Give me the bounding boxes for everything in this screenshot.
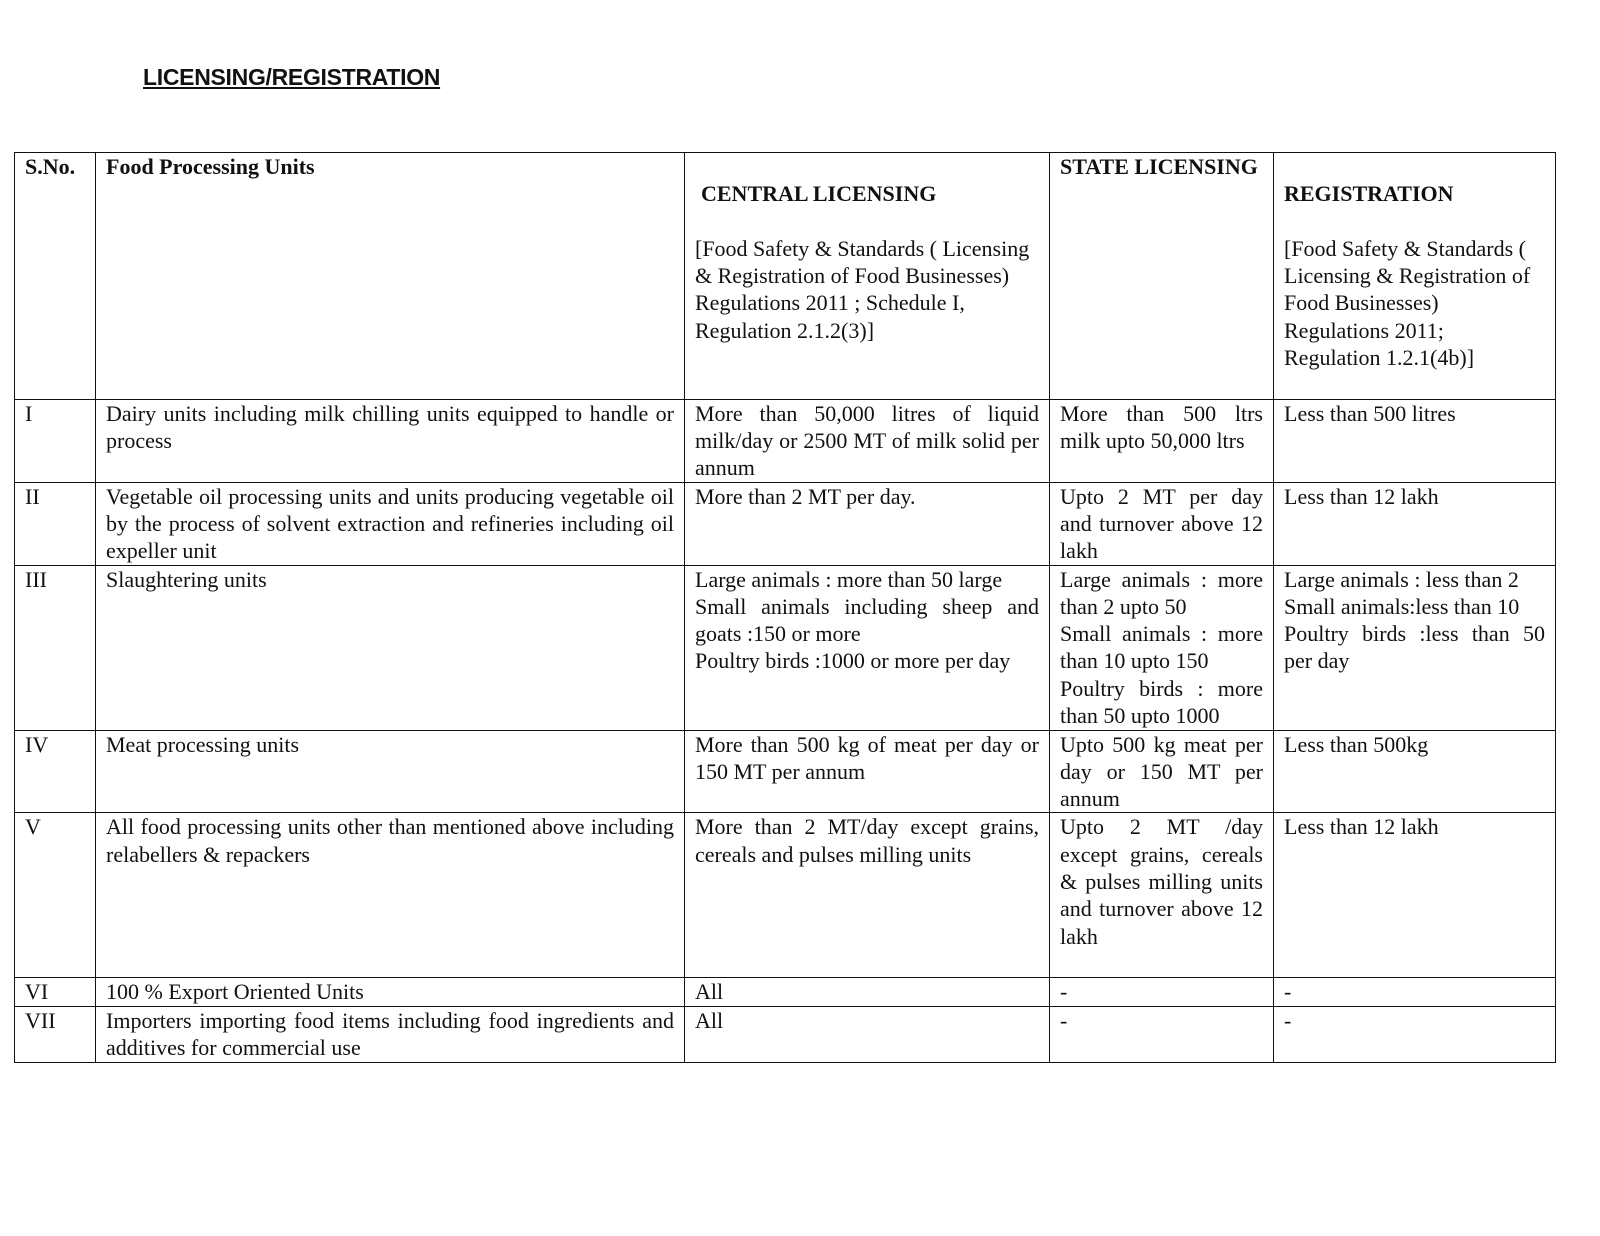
cell-state: Upto 2 MT per day and turnover above 12 lakh <box>1050 482 1274 565</box>
cell-central: All <box>685 978 1050 1006</box>
cell-state: More than 500 ltrs milk upto 50,000 ltrs <box>1050 399 1274 482</box>
header-row <box>15 153 1556 400</box>
header-registration-sub: [Food Safety & Standards ( Licensing & Registration of Food Businesses) Regulations 2011; Regulation 1.2.1(4b)] <box>1284 235 1531 371</box>
table-row <box>15 1006 1556 1062</box>
cell-sno: IV <box>15 730 96 813</box>
table-row <box>15 730 1556 813</box>
cell-state: Large animals : more than 2 upto 50 Small animals : more than 10 upto 150 Poultry birds : more than 50 upto 1000 <box>1050 565 1274 730</box>
cell-unit: Meat processing units <box>96 730 685 813</box>
table-row <box>15 399 1556 482</box>
table-row <box>15 978 1556 1006</box>
cell-central: More than 2 MT per day. <box>685 482 1050 565</box>
cell-central: More than 500 kg of meat per day or 150 MT per annum <box>685 730 1050 813</box>
header-central-title: CENTRAL LICENSING <box>701 181 937 207</box>
cell-state: Upto 500 kg meat per day or 150 MT per annum <box>1050 730 1274 813</box>
cell-central: Large animals : more than 50 large Small animals including sheep and goats :150 or more Poultry birds :1000 or more per day <box>685 565 1050 730</box>
cell-registration: Less than 12 lakh <box>1274 813 1556 978</box>
cell-registration: - <box>1274 1006 1556 1062</box>
cell-unit: Importers importing food items including food ingredients and additives for commercial use <box>96 1006 685 1062</box>
cell-sno: V <box>15 813 96 978</box>
cell-sno: I <box>15 399 96 482</box>
cell-unit: 100 % Export Oriented Units <box>96 978 685 1006</box>
header-central <box>685 153 1050 400</box>
header-registration <box>1274 153 1556 400</box>
cell-registration: Less than 500kg <box>1274 730 1556 813</box>
cell-registration: - <box>1274 978 1556 1006</box>
cell-central: All <box>685 1006 1050 1062</box>
table-row <box>15 565 1556 730</box>
cell-sno: VI <box>15 978 96 1006</box>
header-registration-title: REGISTRATION <box>1284 181 1454 207</box>
cell-sno: II <box>15 482 96 565</box>
table-row <box>15 813 1556 978</box>
cell-registration: Large animals : less than 2 Small animals:less than 10 Poultry birds :less than 50 per day <box>1274 565 1556 730</box>
header-state: STATE LICENSING <box>1050 153 1274 400</box>
cell-unit: Vegetable oil processing units and units producing vegetable oil by the process of solvent extraction and refineries including oil expeller unit <box>96 482 685 565</box>
page-title: LICENSING/REGISTRATION <box>143 64 441 90</box>
cell-registration: Less than 500 litres <box>1274 399 1556 482</box>
cell-registration: Less than 12 lakh <box>1274 482 1556 565</box>
cell-sno: VII <box>15 1006 96 1062</box>
header-central-sub: [Food Safety & Standards ( Licensing & Registration of Food Businesses) Regulations 2011 ; Schedule I, Regulation 2.1.2(3)] <box>695 235 1030 343</box>
cell-state: - <box>1050 978 1274 1006</box>
cell-state: - <box>1050 1006 1274 1062</box>
header-sno: S.No. <box>15 153 96 400</box>
cell-central: More than 50,000 litres of liquid milk/day or 2500 MT of milk solid per annum <box>685 399 1050 482</box>
table-row <box>15 482 1556 565</box>
cell-sno: III <box>15 565 96 730</box>
cell-unit: All food processing units other than mentioned above including relabellers & repackers <box>96 813 685 978</box>
cell-unit: Slaughtering units <box>96 565 685 730</box>
cell-unit: Dairy units including milk chilling units equipped to handle or process <box>96 399 685 482</box>
licensing-table <box>14 152 1556 1063</box>
header-unit: Food Processing Units <box>96 153 685 400</box>
cell-central: More than 2 MT/day except grains, cereals and pulses milling units <box>685 813 1050 978</box>
cell-state: Upto 2 MT /day except grains, cereals & pulses milling units and turnover above 12 lakh <box>1050 813 1274 978</box>
